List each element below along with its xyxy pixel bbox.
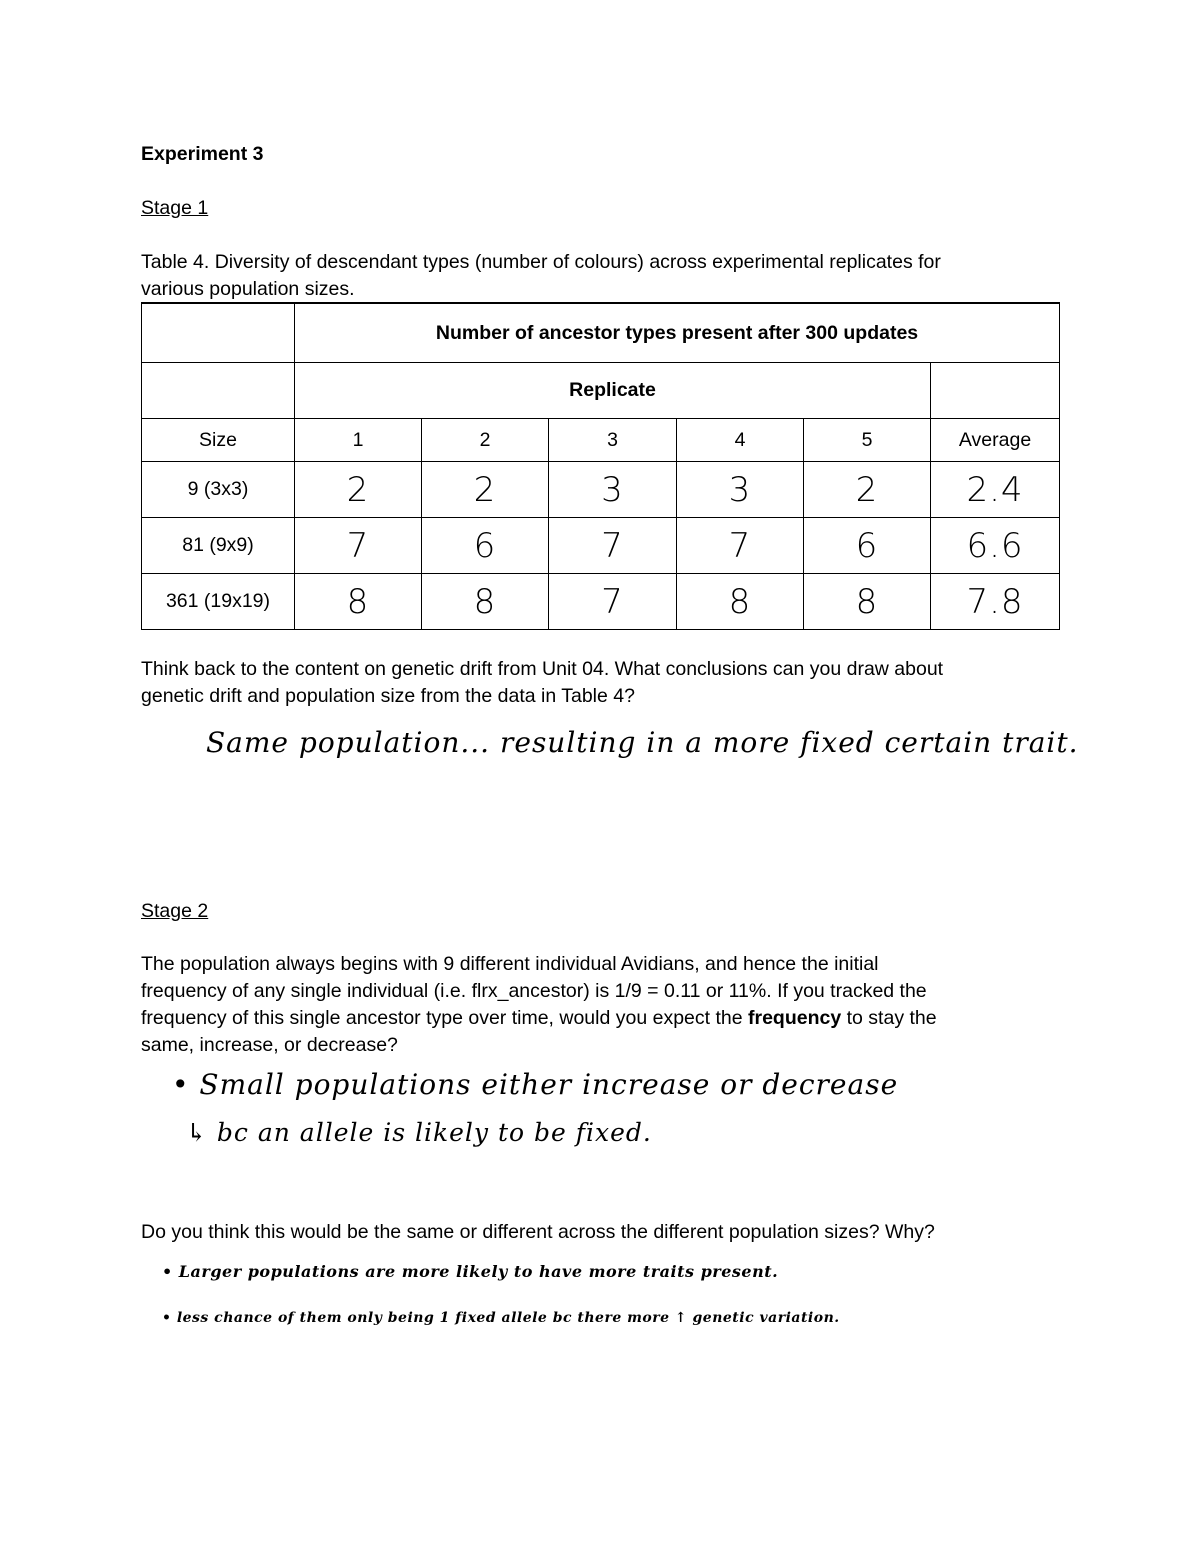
table-blank-cell — [931, 363, 1060, 419]
stage1-question-line2: genetic drift and population size from the data in Table 4? — [141, 685, 635, 707]
table-caption-line2: various population sizes. — [141, 278, 355, 300]
row-size: 81 (9x9) — [142, 518, 295, 574]
column-header-replicate-4: 4 — [677, 419, 804, 462]
stage2-handwritten-answer2-line2: • less chance of them only being 1 fixed allele bc there more ↑ genetic variation. — [162, 1310, 840, 1326]
stage2-paragraph-line3 — [141, 1005, 937, 1032]
stage1-question — [141, 656, 943, 710]
cell-average: 2.4 — [931, 462, 1060, 518]
cell-value: 7 — [677, 518, 804, 574]
row-size: 361 (19x19) — [142, 574, 295, 630]
cell-value: 8 — [422, 574, 549, 630]
stage1-question-line1: Think back to the content on genetic drift from Unit 04. What conclusions can you draw about — [141, 658, 944, 680]
column-header-replicate-1: 1 — [295, 419, 422, 462]
column-header-size: Size — [142, 419, 295, 462]
cell-value: 7 — [295, 518, 422, 574]
cell-value: 6 — [422, 518, 549, 574]
ancestor-types-table — [141, 302, 1060, 630]
table-row — [142, 518, 1060, 574]
column-header-replicate-5: 5 — [804, 419, 931, 462]
cell-value: 8 — [804, 574, 931, 630]
stage2-handwritten-answer1-line1: • Small populations either increase or decrease — [172, 1068, 899, 1101]
cell-value: 2 — [295, 462, 422, 518]
column-header-replicate-2: 2 — [422, 419, 549, 462]
table-blank-cell — [142, 363, 295, 419]
table-row — [142, 574, 1060, 630]
column-header-average: Average — [931, 419, 1060, 462]
cell-value: 2 — [422, 462, 549, 518]
stage2-heading: Stage 2 — [141, 900, 209, 922]
stage2-paragraph-line3-end: to stay the — [841, 1007, 937, 1029]
cell-average: 6.6 — [931, 518, 1060, 574]
column-header-replicate-3: 3 — [549, 419, 677, 462]
cell-value: 7 — [549, 518, 677, 574]
stage2-handwritten-answer1-line2: ↳ bc an allele is likely to be fixed. — [186, 1118, 652, 1147]
stage2-handwritten-answer2-line1: • Larger populations are more likely to have more traits present. — [162, 1262, 779, 1281]
cell-value: 2 — [804, 462, 931, 518]
table-replicate-header: Replicate — [295, 363, 931, 419]
stage2-paragraph-line1: The population always begins with 9 different individual Avidians, and hence the initial — [141, 953, 879, 975]
table-corner-cell — [142, 303, 295, 363]
cell-value: 3 — [549, 462, 677, 518]
stage2-paragraph-line4: same, increase, or decrease? — [141, 1034, 398, 1056]
cell-value: 7 — [549, 574, 677, 630]
table-row — [142, 462, 1060, 518]
stage2-paragraph — [141, 951, 937, 1059]
cell-average: 7.8 — [931, 574, 1060, 630]
table-main-header: Number of ancestor types present after 300 updates — [295, 303, 1060, 363]
stage1-handwritten-answer: Same population... resulting in a more fixed certain trait. — [206, 726, 1079, 759]
stage2-paragraph-line3-start: frequency of this single ancestor type over time, would you expect the — [141, 1007, 748, 1029]
table-caption — [141, 249, 941, 303]
frequency-emphasis: frequency — [748, 1007, 842, 1029]
experiment-title: Experiment 3 — [141, 143, 264, 165]
cell-value: 6 — [804, 518, 931, 574]
cell-value: 8 — [295, 574, 422, 630]
cell-value: 8 — [677, 574, 804, 630]
row-size: 9 (3x3) — [142, 462, 295, 518]
table-caption-line1: Table 4. Diversity of descendant types (number of colours) across experimental replicates for — [141, 251, 941, 273]
stage1-heading: Stage 1 — [141, 197, 209, 219]
stage2-question2: Do you think this would be the same or different across the different population sizes? Why? — [141, 1221, 935, 1243]
cell-value: 3 — [677, 462, 804, 518]
stage2-paragraph-line2: frequency of any single individual (i.e. flrx_ancestor) is 1/9 = 0.11 or 11%. If you tracked the — [141, 980, 927, 1002]
